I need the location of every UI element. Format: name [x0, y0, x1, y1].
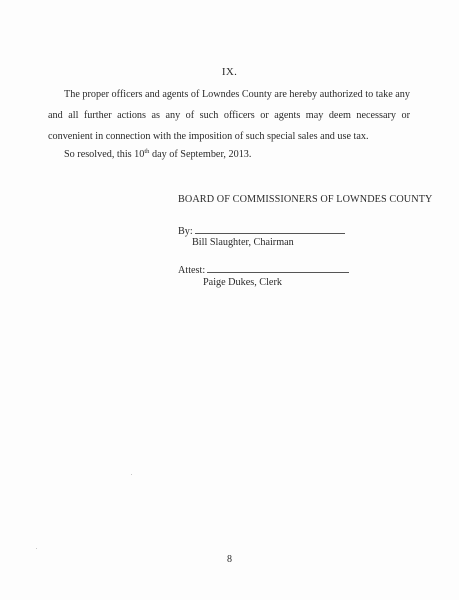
clerk-name: Paige Dukes, Clerk	[203, 277, 282, 288]
attest-label: Attest:	[178, 265, 206, 276]
by-label: By:	[178, 226, 193, 237]
resolved-line	[64, 148, 251, 160]
board-name: BOARD OF COMMISSIONERS OF LOWNDES COUNTY	[178, 194, 433, 205]
resolved-ordinal-suffix: th	[144, 148, 150, 155]
page-number: 8	[227, 554, 232, 565]
scan-speck	[131, 474, 132, 475]
attest-signature-line	[178, 263, 349, 276]
resolved-suffix: day of September, 2013.	[149, 149, 252, 160]
resolved-prefix: So resolved, this 10	[64, 149, 145, 160]
attest-signature-rule	[207, 263, 349, 273]
scan-speck	[36, 548, 37, 549]
section-heading: IX.	[221, 66, 238, 78]
chairman-name: Bill Slaughter, Chairman	[192, 237, 294, 248]
by-signature-line	[178, 224, 345, 237]
by-signature-rule	[195, 224, 345, 234]
paragraph-text: The proper officers and agents of Lowndes County are hereby authorized to take any and all further actions as any of such officers or agents may deem necessary or convenient in connection with the imposition of such special sales and use tax.	[48, 89, 410, 142]
paragraph-authorization	[48, 84, 410, 147]
